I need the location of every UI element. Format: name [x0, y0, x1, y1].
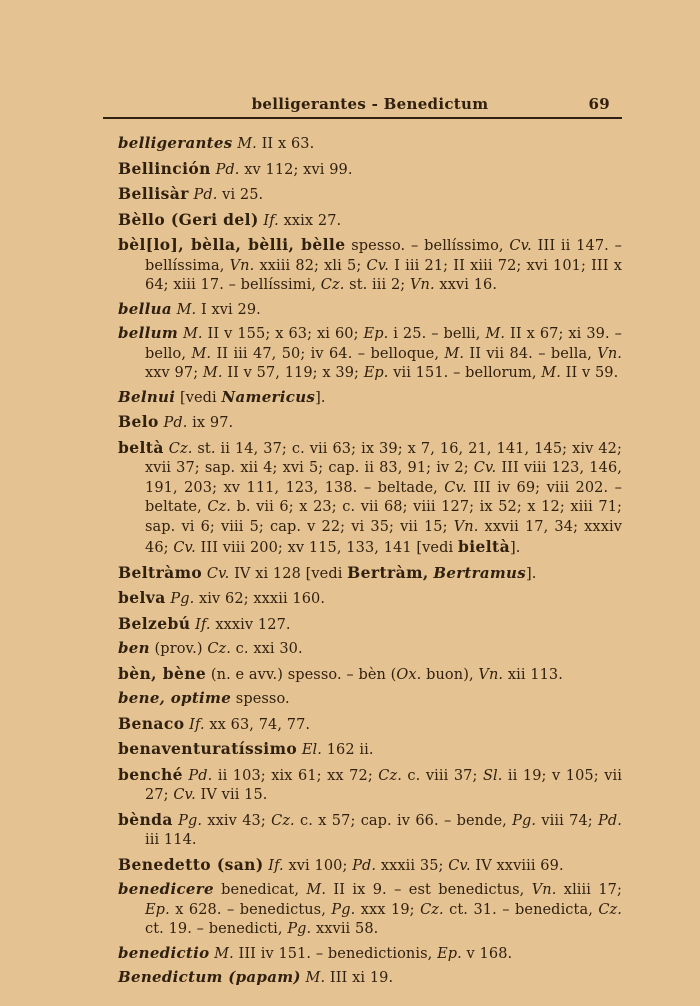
entry-segment: xvi 100;	[283, 857, 353, 874]
entry-segment: xxxii 35;	[376, 857, 449, 874]
dictionary-entry	[118, 588, 622, 610]
entry-segment: belligerantes	[118, 134, 233, 152]
entry-segment: xx 63, 74, 77.	[204, 716, 311, 733]
entry-segment: Bellisàr	[118, 184, 189, 203]
entry-segment: Belo	[118, 412, 159, 431]
entry-segment: 162 ii.	[321, 742, 374, 758]
entry-segment: vi 25.	[217, 187, 264, 203]
dictionary-entry	[118, 810, 622, 851]
entry-segment: xii 113.	[503, 666, 563, 683]
entry-segment: II v 57, 119; x 39;	[222, 365, 364, 381]
entry-segment: i 25. – belli,	[388, 326, 486, 342]
entry-segment: II v 155; x 63; xi 60;	[202, 326, 364, 342]
entry-segment: Pg.	[170, 591, 195, 607]
entry-segment: Cv.	[473, 460, 497, 476]
entry-segment: If.	[189, 716, 205, 733]
entry-segment: benché	[118, 764, 183, 784]
entry-segment: M.	[306, 882, 327, 898]
entry-segment: Belnui	[118, 387, 176, 406]
entry-segment: Belzebú	[118, 613, 191, 633]
dictionary-entry	[118, 714, 622, 736]
entry-segment: benedictio	[118, 943, 210, 962]
entry-segment: Cz.	[378, 767, 402, 784]
entry-segment: Cz.	[207, 641, 231, 657]
entry-segment: Cz.	[271, 812, 295, 829]
entry-segment: Pd.	[598, 812, 622, 829]
entry-segment: II v 59.	[560, 365, 619, 381]
entry-segment: M.	[202, 365, 223, 381]
entry-segment: Pg.	[331, 901, 356, 918]
entry-segment: (prov.)	[149, 641, 208, 657]
dictionary-entry	[118, 300, 622, 321]
entry-segment: Ep.	[437, 945, 462, 962]
entry-segment: xxxiv 127.	[210, 616, 291, 633]
dictionary-entry	[118, 944, 622, 965]
entry-segment: Benaco	[118, 713, 185, 733]
entry-segment: III iv 151. – benedictionis,	[233, 945, 438, 962]
entry-segment: bellua	[118, 299, 172, 318]
entry-segment: Sl.	[482, 767, 503, 784]
page-number: 69	[588, 95, 610, 113]
dictionary-entry	[118, 159, 622, 181]
entry-segment: xxix 27.	[278, 212, 342, 229]
entry-segment: Ep.	[363, 326, 389, 342]
entry-segment: c. xxi 30.	[230, 641, 303, 657]
dictionary-entry	[118, 210, 622, 232]
dictionary-entry	[118, 412, 622, 434]
entry-segment: v 168.	[461, 945, 513, 962]
entry-segment: El.	[301, 742, 322, 758]
dictionary-entry	[118, 880, 622, 940]
entry-segment: Pd.	[188, 767, 213, 784]
entry-segment: Vn.	[531, 882, 557, 898]
entry-segment: benedicere	[118, 880, 214, 898]
entry-segment: II vii 84. – bella,	[464, 345, 598, 362]
entry-segment: belva	[118, 588, 166, 607]
entry-segment: Pd.	[215, 161, 240, 178]
entry-segment: xxiv 43;	[202, 812, 272, 829]
entry-segment: Vn.	[453, 518, 479, 535]
entry-segment: viii 74;	[536, 812, 599, 829]
dictionary-entry	[118, 184, 622, 206]
entry-segment: Benedetto (san)	[118, 854, 264, 874]
entry-segment: If.	[195, 616, 211, 633]
entry-segment: c. viii 37;	[401, 767, 483, 784]
entry-segment: xxvii 17, 34; xxxiv 46;	[145, 518, 623, 556]
entry-segment: IV xi 128 [vedi	[229, 565, 348, 582]
entry-segment: Cz.	[320, 277, 345, 293]
entry-segment: III ii 147. – bellíssima,	[145, 238, 622, 274]
dictionary-entry	[118, 388, 622, 409]
entry-segment: Vn.	[229, 257, 255, 274]
entry-segment: bèl[lo], bèlla, bèlli, bèlle	[118, 235, 346, 254]
entry-segment: xxx 19;	[355, 901, 421, 918]
entry-segment: M.	[214, 945, 234, 962]
entry-segment: II x 67; xi 39. – bello,	[145, 326, 622, 362]
entry-segment: benedicat,	[213, 882, 307, 898]
entry-segment: III viii 200; xv 115, 133, 141 [vedi	[195, 540, 458, 556]
entry-segment: bellum	[118, 324, 179, 342]
entry-segment: II x 63.	[256, 136, 315, 152]
entry-segment: M.	[191, 345, 212, 362]
entry-segment: IV vii 15.	[195, 787, 268, 803]
entry-segment: ].	[510, 540, 521, 556]
entry-segment: Cv.	[206, 565, 230, 582]
entry-segment: Cz.	[168, 440, 193, 457]
entry-segment: xliii 17;	[556, 882, 622, 898]
entry-segment: Vn.	[409, 277, 435, 293]
entries	[118, 134, 622, 989]
entry-segment: M.	[444, 345, 465, 362]
entry-segment: bieltà	[457, 537, 511, 556]
entry-segment: ii 103; xix 61; xx 72;	[212, 767, 379, 784]
entry-segment: Cz.	[207, 499, 231, 515]
entry-segment: st. iii 2;	[344, 277, 410, 293]
entry-segment: ix 97.	[187, 415, 234, 431]
entry-segment: II iii 47, 50; iv 64. – belloque,	[211, 345, 445, 362]
entry-segment: spesso. – bellíssimo,	[345, 238, 510, 254]
entry-segment: Bertràm,	[347, 562, 429, 582]
entry-segment: bèn, bène	[118, 663, 207, 683]
entry-segment: Bèllo (Geri del)	[118, 209, 259, 229]
entry-segment: Vn.	[478, 666, 504, 683]
running-head: belligerantes - Benedictum	[251, 95, 489, 113]
entry-segment: M.	[176, 301, 197, 318]
entry-segment: Ep.	[145, 901, 170, 918]
page-header	[118, 95, 622, 113]
entry-segment: Ox.	[396, 666, 422, 683]
entry-segment: spesso.	[231, 691, 290, 707]
entry-segment: Cv.	[509, 238, 532, 254]
entry-segment: If.	[263, 212, 279, 229]
entry-segment: Cz.	[420, 901, 444, 918]
dictionary-entry	[118, 438, 622, 559]
entry-segment: Vn.	[597, 345, 622, 362]
entry-segment: benaventuratíssimo	[118, 739, 298, 758]
entry-segment: Pd.	[163, 415, 188, 431]
dictionary-entry	[118, 664, 622, 686]
entry-segment: ].	[315, 389, 326, 406]
entry-segment: xxiii 82; xli 5;	[254, 257, 367, 274]
entry-segment: III xi 19.	[325, 970, 394, 986]
entry-segment: bènda	[118, 809, 173, 829]
entry-segment: If.	[268, 857, 284, 874]
entry-segment: M.	[237, 136, 257, 152]
entry-segment: M.	[485, 326, 506, 342]
entry-segment: M.	[182, 326, 203, 342]
dictionary-entry	[118, 324, 622, 384]
entry-segment: ben	[118, 639, 150, 657]
entry-segment: Ep.	[363, 365, 389, 381]
entry-segment: x 628. – benedictus,	[169, 901, 332, 918]
dictionary-entry	[118, 689, 622, 710]
entry-segment: I iii 21; II xiii 72; xvi 101; III x 64; xiii 17. – bellíssimi,	[145, 257, 623, 293]
entry-segment: Namericus	[221, 387, 316, 406]
entry-segment: III iv 69; viii 202. – beltate,	[145, 479, 622, 515]
entry-segment: xxvii 58.	[311, 921, 379, 937]
entry-segment: Cv.	[173, 787, 196, 803]
dictionary-entry	[118, 855, 622, 877]
entry-segment: II ix 9. – est benedictus,	[326, 882, 532, 898]
entry-segment: bene, optime	[118, 689, 232, 707]
entry-segment: Cv.	[448, 857, 471, 874]
dictionary-entry	[118, 614, 622, 636]
entry-segment: I xvi 29.	[196, 301, 261, 318]
dictionary-entry	[118, 765, 622, 806]
entry-segment: b. vii 6; x 23; c. vii 68; viii 127; ix 52; x 12; xiii 71; sap. vi 6; viii 5; cap. v 22; vi 35; vii 15;	[145, 499, 623, 535]
entry-segment: Cz.	[598, 901, 622, 918]
entry-segment: iii 114.	[145, 832, 197, 848]
entry-segment: xv 112; xvi 99.	[239, 161, 353, 178]
entry-segment: vii 151. – bellorum,	[388, 365, 542, 381]
entry-segment: M.	[541, 365, 561, 381]
entry-segment: M.	[305, 970, 326, 986]
entry-segment: Bellinción	[118, 158, 211, 178]
entry-segment: Cv.	[444, 479, 467, 496]
entry-segment: ii 19; v 105; vii 27;	[145, 767, 622, 803]
entry-segment: [vedi	[175, 389, 222, 406]
entry-segment: Cv.	[173, 540, 196, 556]
header-rule	[103, 117, 622, 119]
entry-segment: IV xxviii 69.	[470, 857, 564, 874]
entry-segment: xiv 62; xxxii 160.	[194, 591, 326, 607]
entry-segment: (n. e avv.) spesso. – bèn (	[206, 666, 397, 683]
entry-segment: Beltràmo	[118, 562, 203, 582]
dictionary-entry	[118, 639, 622, 660]
dictionary-entry	[118, 739, 622, 761]
entry-segment: Pd.	[193, 187, 218, 203]
entry-segment: III viii 123, 146, 191, 203; xv 111, 123, 138. – beltade,	[145, 460, 622, 496]
dictionary-entry	[118, 134, 622, 155]
entry-segment: c. x 57; cap. iv 66. – bende,	[294, 812, 513, 829]
dictionary-entry	[118, 968, 622, 989]
entry-segment: xxv 97;	[145, 365, 203, 381]
entry-segment: st. ii 14, 37; c. vii 63; ix 39; x 7, 16, 21, 141, 145; xiv 42; xvii 37; sap. xii 4; xvi 5; cap. ii 83, 91; iv 2;	[145, 440, 622, 476]
entry-segment: Bertramus	[433, 563, 526, 582]
entry-segment: beltà	[118, 437, 164, 457]
dictionary-entry	[118, 563, 622, 585]
entry-segment: buon),	[421, 666, 479, 683]
entry-segment: xxvi 16.	[434, 277, 498, 293]
entry-segment: ct. 31. – benedicta,	[443, 901, 599, 918]
dictionary-entry	[118, 235, 622, 296]
entry-segment: Pg.	[178, 812, 203, 829]
entry-segment: Benedictum (papam)	[118, 968, 301, 986]
entry-segment: Pg.	[287, 921, 312, 937]
entry-segment: Pd.	[352, 857, 377, 874]
entry-segment: Pg.	[512, 812, 537, 829]
entry-segment: ].	[526, 565, 537, 582]
entry-segment: Cv.	[366, 257, 390, 274]
entry-segment: ct. 19. – benedicti,	[145, 921, 288, 937]
